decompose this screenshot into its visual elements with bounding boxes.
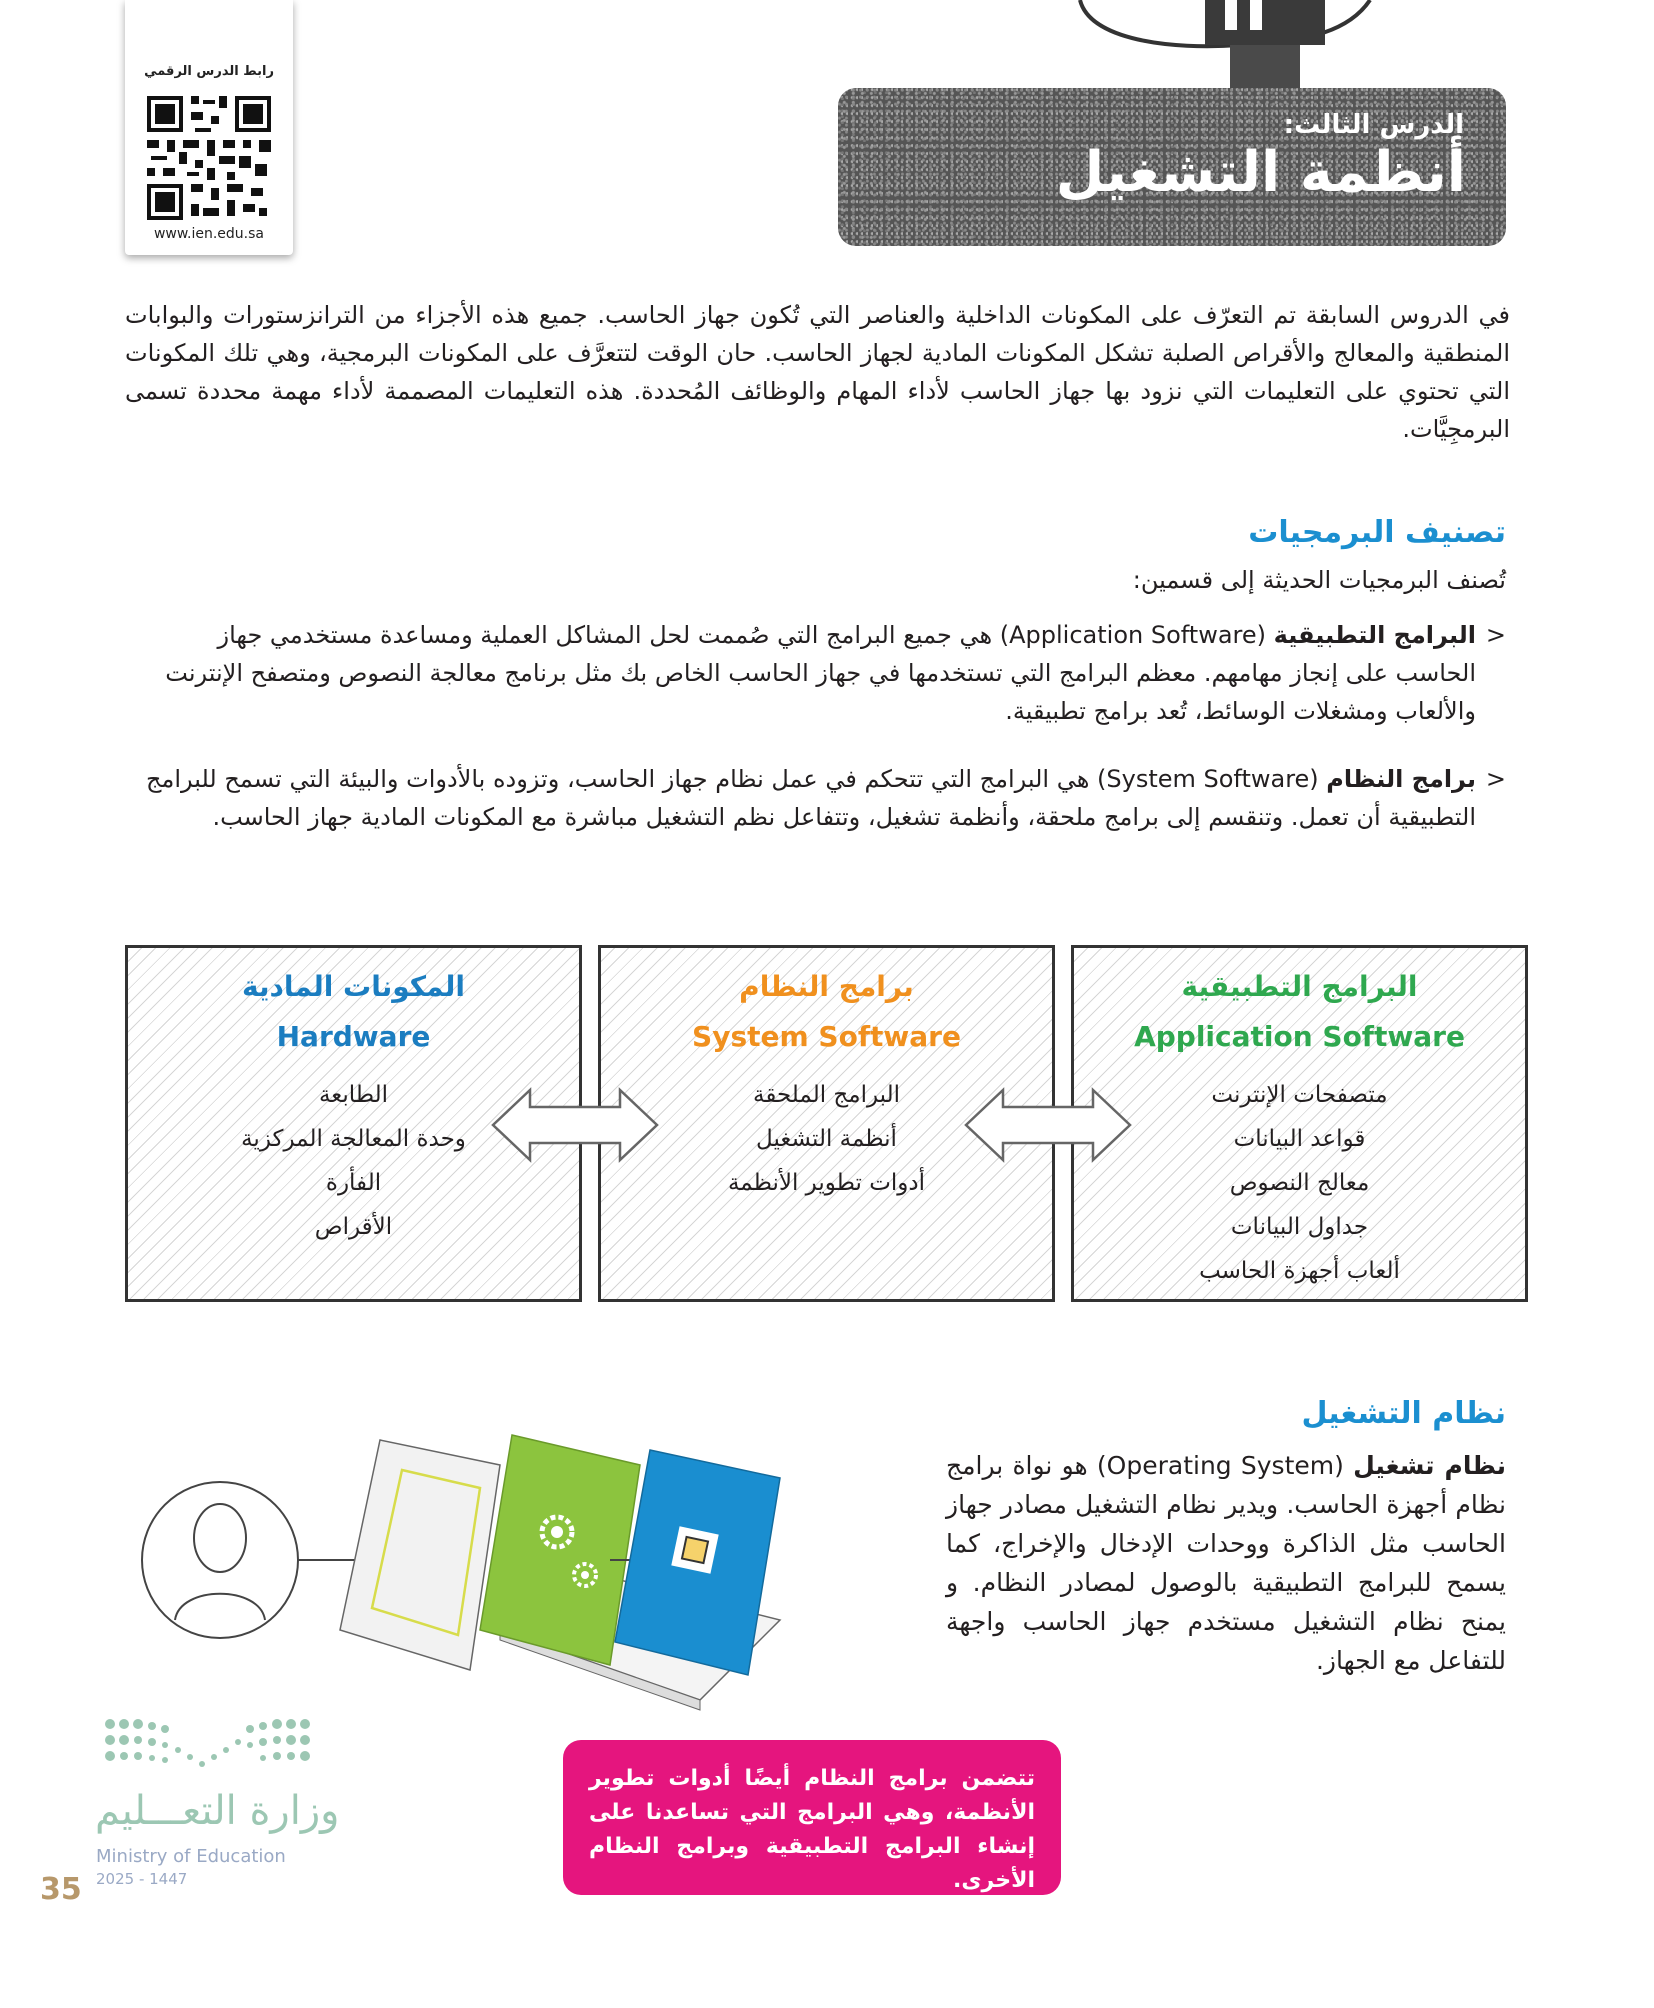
- bullet-system-software: [144, 760, 1506, 836]
- ministry-name-en: Ministry of Education: [96, 1846, 286, 1867]
- list-item: البرامج الملحقة: [752, 1082, 901, 1108]
- section-title-operating-system: نظام التشغيل: [1301, 1396, 1506, 1431]
- ministry-year: 2025 - 1447: [96, 1870, 188, 1888]
- double-arrow-icon: [490, 1085, 660, 1165]
- intro-paragraph: في الدروس السابقة تم التعرّف على المكونات الداخلية والعناصر التي تُكون جهاز الحاسب. جميع هذه الأجزاء من الترانزستورات والبوابات المنطقية والمعالج والأقراص الصلبة تشكل المكونات المادية لجهاز الحاسب. حان الوقت لتتعرَّف على المكونات البرمجية، وهي تلك المكونات التي تحتوي على التعليمات التي نزود بها جهاز الحاسب لأداء المهام والوظائف المُحددة. هذه التعليمات المصممة لأداء مهمة محددة تسمى البرمجِيَّات.: [125, 301, 1510, 443]
- ministry-name-ar: وزارة التعـــليم: [95, 1788, 340, 1834]
- bullet-marker: <: [1485, 621, 1506, 649]
- diagram-box-application: [1071, 945, 1528, 1302]
- os-text: (Operating System) هو نواة برامج نظام أجهزة الحاسب. ويدير نظام التشغيل مصادر جهاز الحاسب مثل الذاكرة ووحدات الإدخال والإخراج، كما يسمح للبرامج التطبيقية بالوصول لمصادر النظام. و يمنح نظام التشغيل مستخدم جهاز الحاسب واجهة للتفاعل مع الجهاز.: [946, 1451, 1506, 1675]
- cable-icon: [1050, 0, 1450, 100]
- ministry-logo-icon: [100, 1712, 315, 1782]
- section-intro: تُصنف البرمجيات الحديثة إلى قسمين:: [1132, 566, 1506, 594]
- bullet-term: البرامج التطبيقية: [1273, 621, 1476, 649]
- screen-layer-icon: [340, 1440, 500, 1670]
- os-layers-illustration: [140, 1420, 860, 1740]
- list-item: الطابعة: [318, 1082, 389, 1108]
- list-item: قواعد البيانات: [1233, 1126, 1366, 1152]
- qr-code-icon[interactable]: [143, 92, 275, 224]
- lesson-banner: [838, 88, 1506, 246]
- user-icon: [142, 1482, 298, 1638]
- box-title-en: Application Software: [1134, 1020, 1465, 1053]
- box-title-ar: البرامج التطبيقية: [1181, 970, 1418, 1003]
- box-title-ar: المكونات المادية: [242, 970, 465, 1003]
- box-title-en: System Software: [692, 1020, 961, 1053]
- list-item: معالج النصوص: [1229, 1170, 1370, 1196]
- note-box: تتضمن برامج النظام أيضًا أدوات تطوير الأنظمة، وهي البرامج التي تساعدنا على إنشاء البرامج التطبيقية وبرامج النظام الأخرى.: [563, 1740, 1061, 1895]
- double-arrow-icon: [963, 1085, 1133, 1165]
- bullet-application-software: [144, 616, 1506, 730]
- qr-url[interactable]: www.ien.edu.sa: [153, 226, 265, 242]
- qr-title: رابط الدرس الرقمي: [144, 64, 274, 79]
- bullet-marker: <: [1485, 765, 1506, 793]
- box-title-ar: برامج النظام: [739, 970, 914, 1003]
- section-title-software-classification: تصنيف البرمجيات: [1248, 515, 1506, 550]
- list-item: أدوات تطوير الأنظمة: [727, 1170, 926, 1196]
- qr-card[interactable]: [125, 0, 293, 255]
- box-title-en: Hardware: [276, 1020, 431, 1053]
- lesson-title: أنظمة التشغيل: [1055, 140, 1466, 205]
- lesson-label: الدرس الثالث:: [1283, 110, 1464, 140]
- list-item: الأقراص: [314, 1214, 393, 1240]
- list-item: جداول البيانات: [1230, 1214, 1369, 1240]
- bullet-term: برامج النظام: [1326, 765, 1476, 793]
- bullet-text: (System Software) هي البرامج التي تتحكم في عمل نظام جهاز الحاسب، وتزوده بالأدوات والبيئة التي تسمح للبرامج التطبيقية أن تعمل. وتنقسم إلى برامج ملحقة، وأنظمة تشغيل، وتتفاعل نظم التشغيل مباشرة مع المكونات المادية جهاز الحاسب.: [145, 765, 1476, 831]
- bullet-text: (Application Software) هي جميع البرامج التي صُممت لحل المشاكل العملية ومساعدة مستخدمي جهاز الحاسب على إنجاز مهامهم. معظم البرامج التي تستخدمها في جهاز الحاسب الخاص بك مثل برنامج معالجة النصوص ومتصفح الإنترنت والألعاب ومشغلات الوسائط، تُعد برامج تطبيقية.: [165, 621, 1476, 725]
- list-item: الفأرة: [325, 1170, 382, 1196]
- os-term: نظام تشغيل: [1353, 1451, 1506, 1480]
- page-number: 35: [40, 1872, 82, 1907]
- os-definition: [946, 1446, 1506, 1680]
- list-item: ألعاب أجهزة الحاسب: [1199, 1258, 1400, 1284]
- list-item: وحدة المعالجة المركزية: [241, 1126, 466, 1152]
- list-item: متصفحات الإنترنت: [1211, 1082, 1388, 1108]
- list-item: أنظمة التشغيل: [756, 1126, 897, 1152]
